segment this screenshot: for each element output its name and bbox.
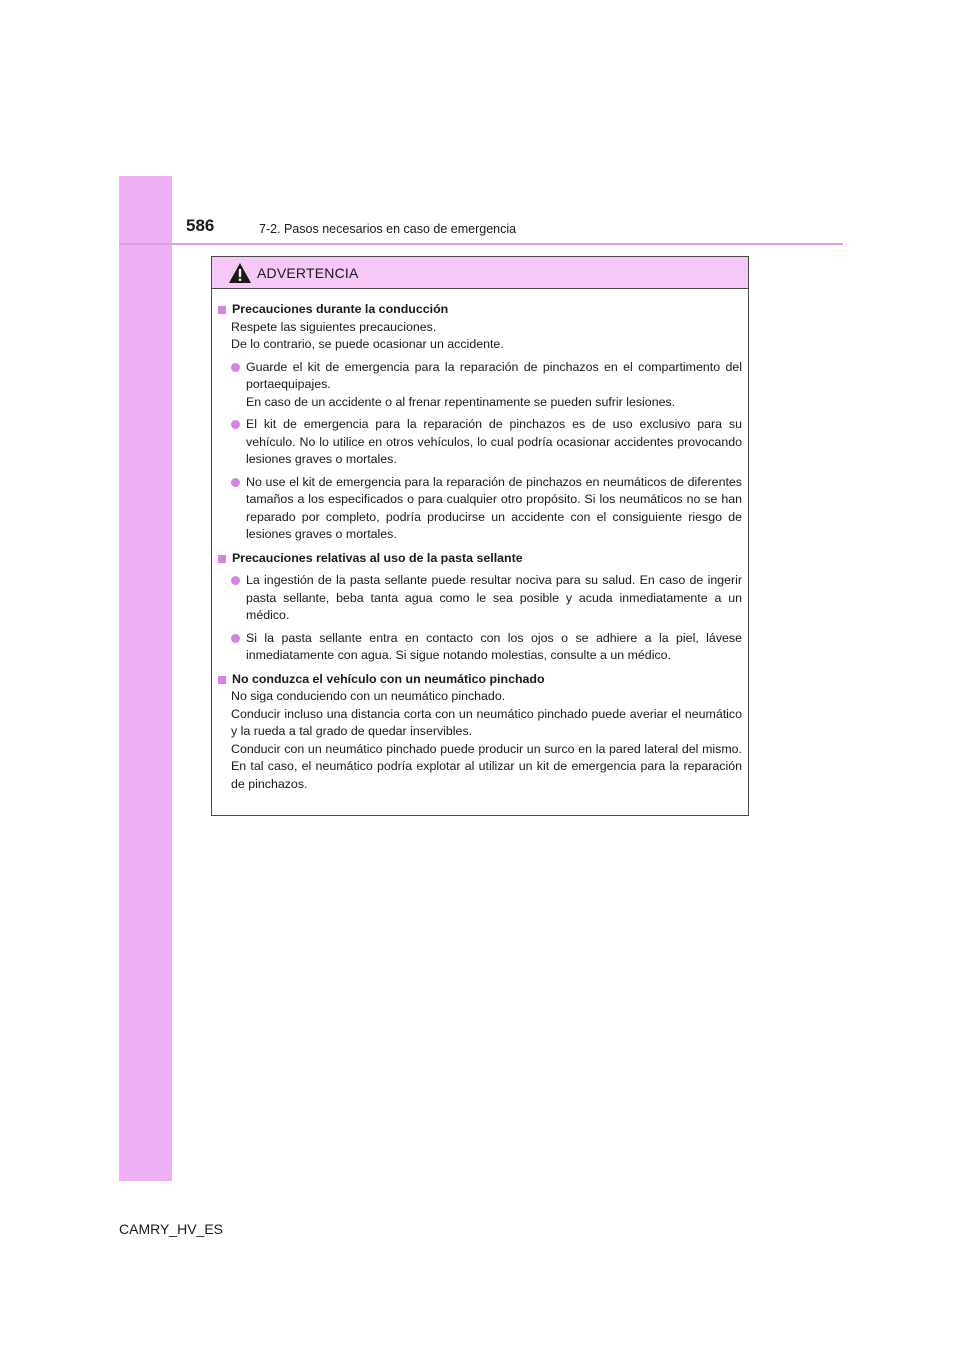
chapter-side-tab (119, 176, 172, 1181)
square-bullet-icon (218, 676, 226, 684)
circle-bullet-icon (231, 420, 240, 429)
document-code: CAMRY_HV_ES (119, 1221, 224, 1237)
list-item: No use el kit de emergencia para la reparación de pinchazos en neumáticos de diferentes tamaños a los especificados o para cualquier otro propósito. Si los neumáticos no se han reparado por completo, podría producirse un accidente con el consiguiente riesgo de lesiones graves o mortales. (218, 474, 742, 544)
circle-bullet-icon (231, 478, 240, 487)
warning-title: ADVERTENCIA (257, 264, 359, 281)
circle-bullet-icon (231, 363, 240, 372)
paragraph: De lo contrario, se puede ocasionar un accidente. (231, 337, 504, 351)
paragraph: Conducir incluso una distancia corta con un neumático pinchado puede averiar el neumático y la rueda a tal grado de quedar inservibles. (231, 706, 742, 738)
warning-triangle-icon (228, 262, 252, 284)
chapter-title: 7-2. Pasos necesarios en caso de emergencia (259, 222, 517, 236)
warning-header (212, 257, 748, 289)
circle-bullet-icon (231, 634, 240, 643)
header-divider (119, 243, 843, 245)
warning-box (211, 256, 749, 816)
list-item: Si la pasta sellante entra en contacto con los ojos o se adhiere a la piel, lávese inmediatamente con agua. Si sigue notando molestias, consulte a un médico. (218, 630, 742, 665)
section-heading: No conduzca el vehículo con un neumático pinchado (218, 671, 742, 689)
square-bullet-icon (218, 555, 226, 563)
warning-body (212, 289, 748, 793)
list-item: Guarde el kit de emergencia para la reparación de pinchazos en el compartimento del portaequipajes. En caso de un accidente o al frenar repentinamente se pueden sufrir lesiones. (218, 359, 742, 412)
square-bullet-icon (218, 306, 226, 314)
section-heading: Precauciones relativas al uso de la pasta sellante (218, 550, 742, 568)
paragraph: No siga conduciendo con un neumático pinchado. (231, 689, 506, 703)
paragraph: Respete las siguientes precauciones. (231, 319, 437, 334)
section-heading: Precauciones durante la conducción (218, 301, 742, 319)
circle-bullet-icon (231, 576, 240, 585)
paragraph: Conducir con un neumático pinchado puede producir un surco en la pared lateral del mismo. En tal caso, el neumático podría explotar al utilizar un kit de emergencia para la reparación de pinchazos. (231, 741, 742, 791)
list-item: El kit de emergencia para la reparación de pinchazos es de uso exclusivo para su vehículo. No lo utilice en otros vehículos, lo cual podría ocasionar accidentes provocando lesiones graves o mortales. (218, 416, 742, 469)
page-number: 586 (186, 216, 215, 235)
list-item: La ingestión de la pasta sellante puede resultar nociva para su salud. En caso de ingerir pasta sellante, beba tanta agua como le sea posible y acuda inmediatamente a un médico. (218, 572, 742, 625)
